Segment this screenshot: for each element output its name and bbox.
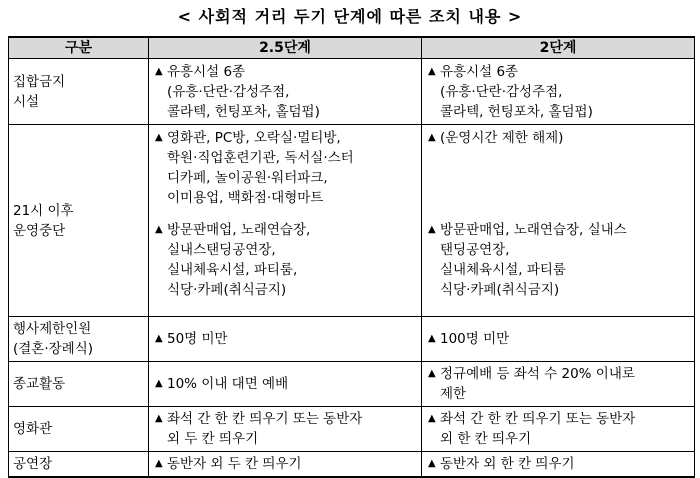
row-category: 종교활동	[9, 362, 149, 407]
triangle-bullet-icon: ▲	[428, 333, 436, 344]
triangle-bullet-icon: ▲	[428, 66, 436, 77]
stage-2-cell	[422, 362, 695, 407]
list-item: ▲ 50명 미만	[155, 331, 228, 347]
table-row	[9, 59, 695, 125]
measures-table	[8, 36, 695, 478]
list-item: ▲ 방문판매업, 노래연습장, 실내스 탠딩공연장, 실내체육시설, 파티룸 식당·카페(취식금지)	[428, 222, 627, 298]
stage-2-5-cell	[149, 317, 422, 362]
stage-2-cell	[422, 452, 695, 478]
list-item: ▲ 10% 이내 대면 예배	[155, 376, 289, 392]
stage-2-cell	[422, 407, 695, 452]
triangle-bullet-icon: ▲	[155, 458, 163, 469]
header-category: 구분	[9, 37, 149, 59]
triangle-bullet-icon: ▲	[428, 224, 436, 235]
row-category: 영화관	[9, 407, 149, 452]
stage-2-5-cell	[149, 452, 422, 478]
table-row	[9, 452, 695, 478]
document-title: < 사회적 거리 두기 단계에 따른 조치 내용 >	[177, 7, 523, 26]
triangle-bullet-icon: ▲	[155, 378, 163, 389]
row-category: 집합금지 시설	[9, 59, 149, 125]
stage-2-5-cell	[149, 59, 422, 125]
header-stage-2: 2단계	[422, 37, 695, 59]
table-row	[9, 125, 695, 317]
triangle-bullet-icon: ▲	[155, 413, 163, 424]
list-item: ▲ 좌석 간 한 칸 띄우기 또는 동반자 외 두 칸 띄우기	[155, 411, 363, 447]
row-category: 공연장	[9, 452, 149, 478]
stage-2-cell	[422, 125, 695, 317]
row-category: 21시 이후 운영중단	[9, 125, 149, 317]
triangle-bullet-icon: ▲	[428, 413, 436, 424]
triangle-bullet-icon: ▲	[428, 368, 436, 379]
list-item: ▲ 영화관, PC방, 오락실·멀티방, 학원·직업훈련기관, 독서실·스터 디카페, 놀이공원·워터파크, 이미용업, 백화점·대형마트	[155, 130, 354, 206]
list-item: ▲ 좌석 간 한 칸 띄우기 또는 동반자 외 한 칸 띄우기	[428, 411, 636, 447]
stage-2-cell	[422, 317, 695, 362]
stage-2-5-cell	[149, 407, 422, 452]
header-stage-2-5: 2.5단계	[149, 37, 422, 59]
triangle-bullet-icon: ▲	[155, 333, 163, 344]
list-item: ▲ 유흥시설 6종 (유흥·단란·감성주점, 콜라텍, 헌팅포차, 홀덤펍)	[155, 64, 320, 120]
stage-2-5-cell	[149, 362, 422, 407]
table-row	[9, 407, 695, 452]
triangle-bullet-icon: ▲	[155, 66, 163, 77]
list-item: ▲ (운영시간 제한 해제)	[428, 130, 564, 146]
list-item: ▲ 방문판매업, 노래연습장, 실내스탠딩공연장, 실내체육시설, 파티룸, 식당·카페(취식금지)	[155, 222, 311, 298]
triangle-bullet-icon: ▲	[428, 132, 436, 143]
list-item: ▲ 동반자 외 한 칸 띄우기	[428, 456, 575, 472]
table-row	[9, 362, 695, 407]
triangle-bullet-icon: ▲	[428, 458, 436, 469]
table-header-row	[9, 37, 695, 59]
table-row	[9, 317, 695, 362]
list-item: ▲ 유흥시설 6종 (유흥·단란·감성주점, 콜라텍, 헌팅포차, 홀덤펍)	[428, 64, 593, 120]
triangle-bullet-icon: ▲	[155, 132, 163, 143]
list-item: ▲ 정규예배 등 좌석 수 20% 이내로 제한	[428, 366, 635, 402]
row-category: 행사제한인원 (결혼·장례식)	[9, 317, 149, 362]
triangle-bullet-icon: ▲	[155, 224, 163, 235]
stage-2-cell	[422, 59, 695, 125]
list-item: ▲ 100명 미만	[428, 331, 510, 347]
stage-2-5-cell	[149, 125, 422, 317]
list-item: ▲ 동반자 외 두 칸 띄우기	[155, 456, 302, 472]
